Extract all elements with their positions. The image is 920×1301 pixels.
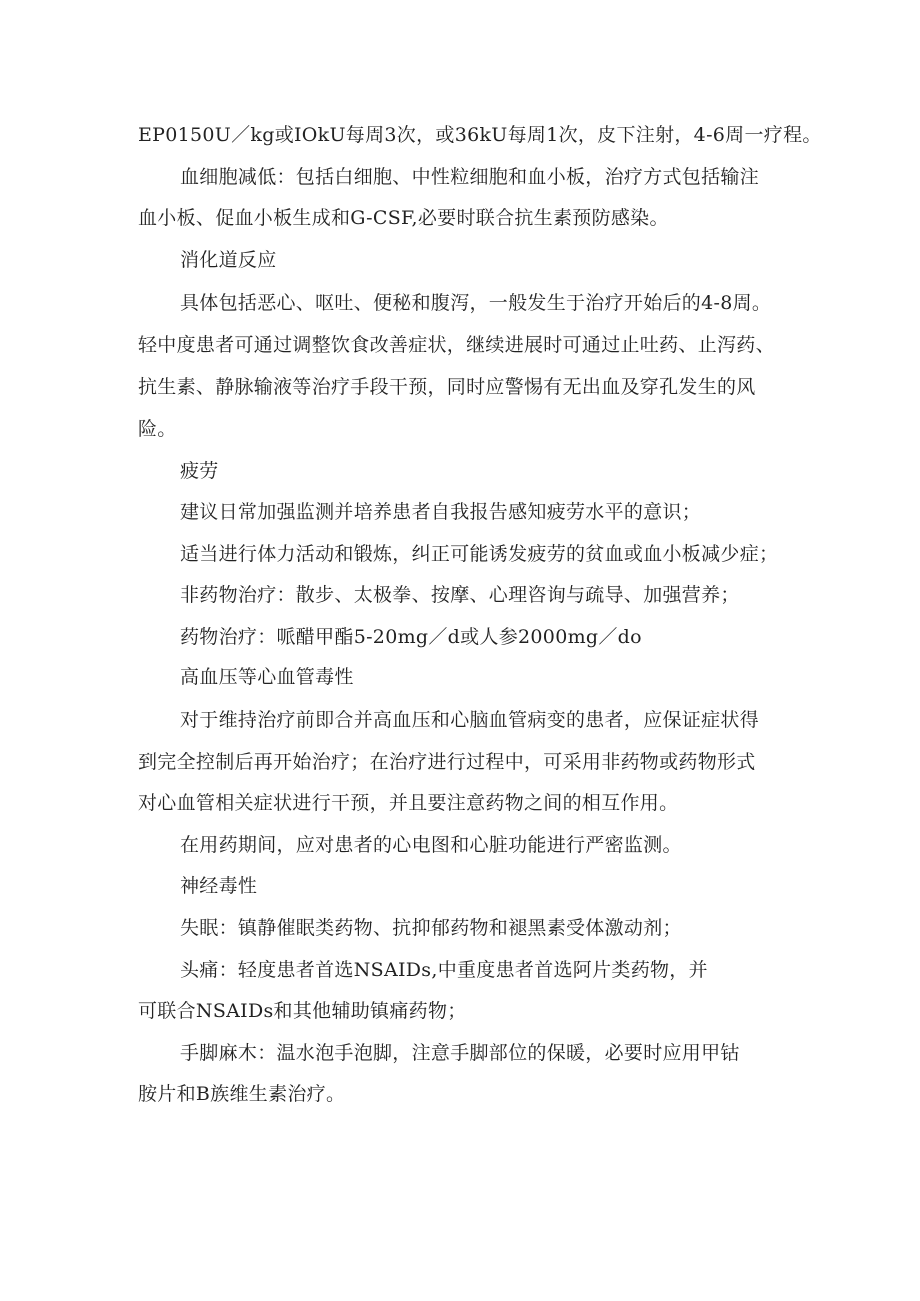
paragraph-line: 非药物治疗：散步、太极拳、按摩、心理咨询与疏导、加强营养； [180,584,740,606]
paragraph-line: EP0150U／kg或IOkU每周3次，或36kU每周1次，皮下注射，4-6周一疗程。 [138,124,822,146]
paragraph-line: 适当进行体力活动和锻炼，纠正可能诱发疲劳的贫血或血小板减少症； [180,543,779,565]
paragraph-line: 对于维持治疗前即合并高血压和心脑血管病变的患者，应保证症状得 [180,709,760,731]
section-heading: 高血压等心血管毒性 [180,666,354,688]
section-heading: 神经毒性 [180,875,258,897]
section-heading: 消化道反应 [180,249,277,271]
paragraph-line: 具体包括恶心、呕吐、便秘和腹泻，一般发生于治疗开始后的4-8周。 [180,292,772,314]
paragraph-line: 手脚麻木：温水泡手泡脚，注意手脚部位的保暖，必要时应用甲钴 [180,1042,740,1064]
paragraph-line: 胺片和B族维生素治疗。 [138,1083,346,1105]
paragraph-line: 头痛：轻度患者首选NSAIDs,中重度患者首选阿片类药物，并 [180,959,708,981]
paragraph-line: 险。 [138,418,177,440]
paragraph-line: 抗生素、静脉输液等治疗手段干预，同时应警惕有无出血及穿孔发生的风 [138,376,756,398]
paragraph-line: 在用药期间，应对患者的心电图和心脏功能进行严密监测。 [180,834,682,856]
section-heading: 疲劳 [180,460,219,482]
paragraph-line: 失眠：镇静催眠类药物、抗抑郁药物和褪黑素受体激动剂； [180,917,682,939]
paragraph-line: 到完全控制后再开始治疗；在治疗进行过程中，可采用非药物或药物形式 [138,751,756,773]
paragraph-line: 可联合NSAIDs和其他辅助镇痛药物； [138,1000,467,1022]
paragraph-line: 建议日常加强监测并培养患者自我报告感知疲劳水平的意识； [180,501,702,523]
paragraph-line: 血小板、促血小板生成和G-CSF,必要时联合抗生素预防感染。 [138,207,669,229]
paragraph-line: 轻中度患者可通过调整饮食改善症状，继续进展时可通过止吐药、止泻药、 [138,334,775,356]
paragraph-line: 对心血管相关症状进行干预，并且要注意药物之间的相互作用。 [138,792,679,814]
paragraph-line: 药物治疗：哌醋甲酯5-20mg／d或人参2000mg／do [180,626,642,648]
paragraph-line: 血细胞减低：包括白细胞、中性粒细胞和血小板，治疗方式包括输注 [180,166,760,188]
